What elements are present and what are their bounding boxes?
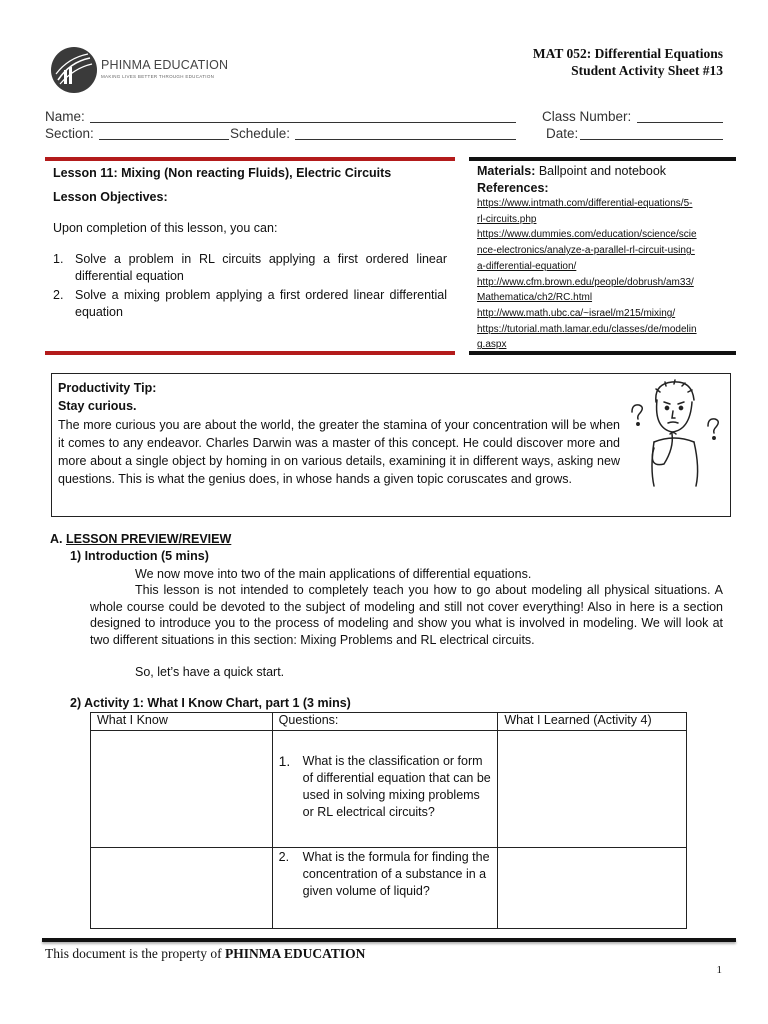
reference-link[interactable]: https://www.intmath.com/differential-equations/5-: [477, 198, 693, 209]
section-field[interactable]: [99, 126, 229, 140]
question-text: What is the classification or form of differential equation that can be used in solving mixing problems or RL electrical circuits?: [302, 754, 491, 819]
activity-heading: 2) Activity 1: What I Know Chart, part 1 (3 mins): [70, 696, 351, 710]
section-a-heading: [50, 532, 231, 546]
objective-item: [53, 251, 447, 285]
schedule-label: Schedule:: [230, 126, 291, 141]
objectives-intro: Upon completion of this lesson, you can:: [53, 221, 278, 235]
materials-line: [477, 164, 666, 178]
tip-heading: Productivity Tip:: [58, 381, 157, 395]
date-label: Date:: [546, 126, 579, 141]
reference-link[interactable]: Mathematica/ch2/RC.html: [477, 292, 593, 304]
reference-link[interactable]: nce-electronics/analyze-a-parallel-rl-circuit-using-: [477, 245, 695, 257]
footer-owner: PHINMA EDUCATION: [224, 946, 366, 961]
objective-number: 1.: [53, 252, 64, 266]
what-i-know-chart: [90, 712, 687, 929]
objective-number: 2.: [53, 288, 64, 302]
column-header: Questions:: [272, 713, 498, 731]
lesson-bottom-rule: [45, 351, 455, 355]
section-label: Section:: [45, 126, 94, 141]
question-number: 2.: [278, 850, 290, 864]
footer-prefix: This document is the property of: [45, 946, 222, 961]
sheet-title: Student Activity Sheet #13: [571, 63, 723, 78]
reference-link[interactable]: http://www.math.ubc.ca/~israel/m215/mixing/: [477, 307, 676, 319]
page-number: 1: [716, 964, 722, 976]
section-letter: A.: [50, 532, 63, 546]
thinking-person-icon: [624, 378, 724, 488]
table-header-row: [91, 713, 687, 731]
logo-tagline: MAKING LIVES BETTER THROUGH EDUCATION: [101, 74, 215, 79]
tip-body: The more curious you are about the world, the greater the stamina of your concentration will be when it comes to any endeavor. Charles Darwin was a master of this concept. He could discover more and more about a single object by homing in on various details, examining it in different ways, asking new questions. This is what the genius does, in whose hands a given topic coruscates and grows.: [58, 418, 620, 486]
table-row: [91, 731, 687, 848]
course-title: MAT 052: Differential Equations: [532, 46, 723, 61]
date-field[interactable]: [580, 126, 723, 140]
objectives-heading: Lesson Objectives:: [53, 190, 168, 204]
what-i-know-cell[interactable]: [91, 848, 273, 929]
intro-paragraph: This lesson is not intended to completely teach you how to go about modeling all physical situations. A whole course could be devoted to the subject of modeling and still not cover everything! Also in here is a section designed to introduce you to the process of modeling and show you what is involved in modeling. We will look at two different situations in this section: Mixing Problems and RL electrical circuits.: [90, 583, 723, 647]
tip-subheading: Stay curious.: [58, 399, 137, 413]
materials-value: Ballpoint and notebook: [538, 164, 667, 178]
reference-link[interactable]: https://tutorial.math.lamar.edu/classes/de/modelin: [477, 323, 697, 335]
footer-rule: [42, 938, 736, 942]
materials-label: Materials:: [477, 164, 536, 178]
column-header: What I Learned (Activity 4): [498, 713, 687, 731]
question-cell: [272, 731, 498, 848]
class-number-label: Class Number:: [542, 109, 632, 124]
table-row: [91, 848, 687, 929]
column-header: What I Know: [91, 713, 273, 731]
what-i-know-cell[interactable]: [91, 731, 273, 848]
lesson-top-rule: [45, 157, 455, 161]
question-text: What is the formula for finding the concentration of a substance in a given volume of liquid?: [302, 850, 490, 898]
objective-text: Solve a mixing problem applying a first ordered linear differential equation: [75, 288, 447, 319]
reference-link[interactable]: http://www.cfm.brown.edu/people/dobrush/am33/: [477, 276, 694, 288]
materials-top-rule: [469, 157, 736, 161]
logo-name: PHINMA EDUCATION: [101, 58, 229, 72]
reference-link[interactable]: a-differential-equation/: [477, 260, 577, 272]
section-title: LESSON PREVIEW/REVIEW: [65, 532, 232, 546]
class-number-field[interactable]: [637, 109, 723, 123]
reference-link[interactable]: https://www.dummies.com/education/science/scie: [477, 229, 697, 241]
what-i-learned-cell[interactable]: [498, 731, 687, 848]
footer-notice: [45, 946, 365, 962]
objective-item: [53, 287, 447, 321]
introduction-heading: 1) Introduction (5 mins): [70, 549, 209, 563]
what-i-learned-cell[interactable]: [498, 848, 687, 929]
objective-text: Solve a problem in RL circuits applying a first ordered linear differential equation: [75, 252, 447, 283]
reference-link[interactable]: g.aspx: [477, 339, 507, 351]
name-field[interactable]: [90, 109, 516, 123]
references-heading: References:: [477, 181, 549, 195]
question-cell: [272, 848, 498, 929]
intro-paragraph: We now move into two of the main applications of differential equations.: [135, 567, 532, 581]
lesson-title: Lesson 11: Mixing (Non reacting Fluids), Electric Circuits: [53, 166, 392, 180]
intro-paragraph: So, let’s have a quick start.: [135, 665, 285, 679]
references-list: [477, 196, 725, 353]
schedule-field[interactable]: [295, 126, 516, 140]
question-number: 1.: [278, 753, 291, 769]
materials-bottom-rule: [469, 351, 736, 355]
name-label: Name:: [45, 109, 85, 124]
reference-link[interactable]: rl-circuits.php: [477, 213, 537, 225]
